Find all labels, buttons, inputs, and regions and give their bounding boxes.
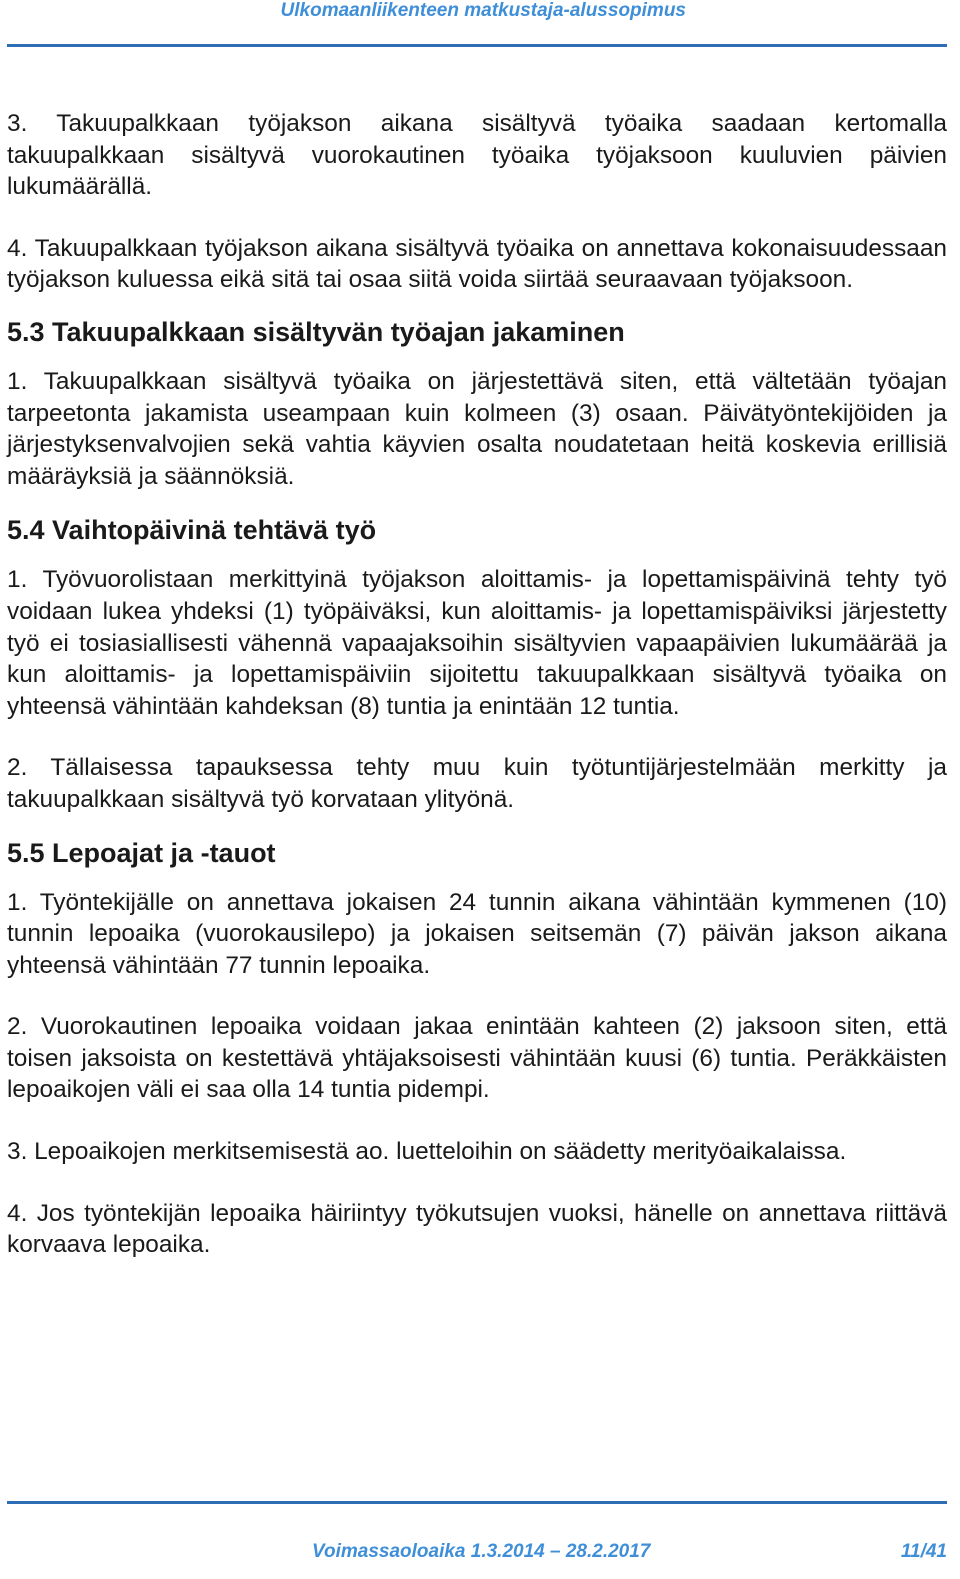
paragraph-5-3-1: 1. Takuupalkkaan sisältyvä työaika on järjestettävä siten, että vältetään työajan tarpeetonta jakamista useampaan kuin kolmeen (3) osaan. Päivätyöntekijöiden ja järjestyksenvalvojien sekä vahtia käyvien osalta noudatetaan heitä koskevia erillisiä määräyksiä ja säännöksiä. <box>7 367 947 490</box>
section-heading-5-3: 5.3 Takuupalkkaan sisältyvän työajan jakaminen <box>7 316 625 347</box>
footer-validity-period: Voimassaoloaika 1.3.2014 – 28.2.2017 <box>312 1541 651 1562</box>
paragraph-5-5-3: 3. Lepoaikojen merkitsemisestä ao. luetteloihin on säädetty merityöaikalaissa. <box>7 1138 847 1166</box>
paragraph-5-2-4: 4. Takuupalkkaan työjakson aikana sisältyvä työaika on annettava kokonaisuudessaan työjakson kuluessa eikä sitä tai osaa siitä voida siirtää seuraavaan työjaksoon. <box>7 234 947 294</box>
section-heading-5-5: 5.5 Lepoajat ja -tauot <box>7 837 276 868</box>
paragraph-5-4-1: 1. Työvuorolistaan merkittyinä työjakson aloittamis- ja lopettamispäivinä tehty työ voidaan lukea yhdeksi (1) työpäiväksi, kun aloittamis- ja lopettamispäiviksi järjestetty työ ei tosiasiallisesti vähennä vapaajaksoihin sisältyvien vapaapäivien lukumäärää ja kun aloittamis- ja lopettamispäiviin sijoitettu takuupalkkaan sisältyvä työaika on yhteensä vähintään kahdeksan (8) tuntia ja enintään 12 tuntia. <box>7 566 947 720</box>
document-body <box>7 108 947 1261</box>
page-header-title: Ulkomaanliikenteen matkustaja-alussopimus <box>280 0 686 21</box>
paragraph-5-4-2: 2. Tällaisessa tapauksessa tehty muu kuin työtuntijärjestelmään merkitty ja takuupalkkaan sisältyvä työ korvataan ylityönä. <box>7 754 947 813</box>
header-rule <box>7 44 947 47</box>
paragraph-5-2-3: 3. Takuupalkkaan työjakson aikana sisältyvä työaika saadaan kertomalla takuupalkkaan sisältyvä vuorokautinen työaika työjaksoon kuuluvien päivien lukumäärällä. <box>7 110 947 201</box>
paragraph-5-5-2: 2. Vuorokautinen lepoaika voidaan jakaa enintään kahteen (2) jaksoon siten, että toisen jaksoista on kestettävä yhtäjaksoisesti vähintään kuusi (6) tuntia. Peräkkäisten lepoaikojen väli ei saa olla 14 tuntia pidempi. <box>7 1013 947 1104</box>
footer-rule <box>7 1501 947 1504</box>
paragraph-5-5-1: 1. Työntekijälle on annettava jokaisen 24 tunnin aikana vähintään kymmenen (10) tunnin lepoaika (vuorokausilepo) ja jokaisen seitsemän (7) päivän jakson aikana yhteensä vähintään 77 tunnin lepoaika. <box>7 888 947 979</box>
footer-page-number: 11/41 <box>900 1541 947 1562</box>
paragraph-5-5-4: 4. Jos työntekijän lepoaika häiriintyy työkutsujen vuoksi, hänelle on annettava riittävä korvaava lepoaika. <box>7 1199 947 1259</box>
section-heading-5-4: 5.4 Vaihtopäivinä tehtävä työ <box>7 515 377 546</box>
